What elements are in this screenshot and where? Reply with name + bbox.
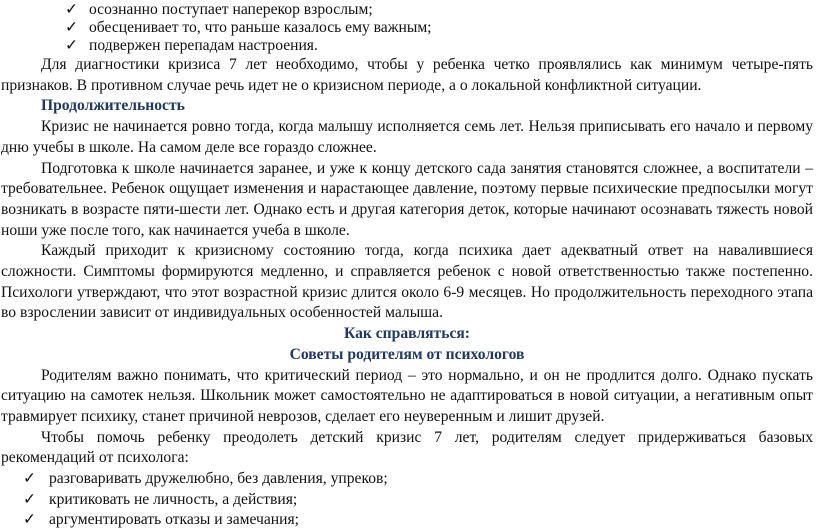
check-icon: ✓ xyxy=(23,490,37,508)
paragraph-duration-3: Каждый приходит к кризисному состоянию тогда, когда психика дает адекватный ответ на навалившиеся сложности. Симптомы формируются медленно, и справляется ребенок с новой ответственностью также постепенно. Психологи утверждают, что этот возрастной кризис длится около 6-9 месяцев. Но продолжительность переходного этапа во взрослении зависит от индивидуальных особенностей малыша. xyxy=(1,242,813,322)
paragraph-advice-1: Родителям важно понимать, что критический период – это нормально, и он не продлится долго. Однако пускать ситуацию на самотек нельзя. Школьник может самостоятельно не адаптироваться в новой ситуации, а негативным опыт травмирует психику, станет причиной неврозов, сделает его неуверенным и лишит друзей. xyxy=(1,366,813,425)
paragraph-advice-2: Чтобы помочь ребенку преодолеть детский кризис 7 лет, родителям следует придерживаться базовых рекомендаций от психолога: xyxy=(1,428,813,467)
list-item-text: аргументировать отказы и замечания; xyxy=(49,511,299,529)
check-icon: ✓ xyxy=(65,1,79,18)
list-item-text: критиковать не личность, а действия; xyxy=(49,490,298,508)
check-icon: ✓ xyxy=(23,470,37,488)
paragraph-diagnostics: Для диагностики кризиса 7 лет необходимо, чтобы у ребенка четко проявлялись как минимум четыре-пять признаков. В противном случае речь идет не о кризисном периоде, а о локальной конфликтной ситуации. xyxy=(1,56,813,94)
paragraph-duration-2: Подготовка к школе начинается заранее, и уже к концу детского сада занятия становятся сложнее, а воспитатели – требовательнее. Ребенок ощущает изменения и нарастающее давление, поэтому первые психические предпосылки могут возникать в возрасте пяти-шести лет. Однако есть и другая категория деток, которые начинают осознавать тяжесть новой ноши уже после того, как начинается учеба в школе. xyxy=(1,159,813,239)
heading-advice: Советы родителям от психологов xyxy=(289,345,525,363)
heading-duration: Продолжительность xyxy=(41,97,185,115)
document-page xyxy=(1,0,813,531)
check-icon: ✓ xyxy=(65,37,79,54)
list-item-text: обесценивает то, что раньше казалось ему важным; xyxy=(89,19,432,36)
list-item xyxy=(1,490,813,511)
list-item xyxy=(1,1,813,19)
symptom-list xyxy=(1,1,813,55)
heading-how-to-cope: Как справляться: xyxy=(343,325,470,343)
paragraph-duration-1: Кризис не начинается ровно тогда, когда малышу исполняется семь лет. Нельзя приписывать его начало и первому дню учебы в школе. На самом деле все гораздо сложнее. xyxy=(1,118,813,156)
list-item-text: подвержен перепадам настроения. xyxy=(89,37,318,54)
list-item xyxy=(1,510,813,531)
list-item-text: осознанно поступает наперекор взрослым; xyxy=(89,1,373,18)
list-item-text: разговаривать дружелюбно, без давления, упреков; xyxy=(49,470,388,488)
recommendation-list xyxy=(1,469,813,531)
check-icon: ✓ xyxy=(65,19,79,36)
list-item xyxy=(1,37,813,55)
check-icon: ✓ xyxy=(23,511,37,529)
list-item xyxy=(1,19,813,37)
list-item xyxy=(1,469,813,490)
